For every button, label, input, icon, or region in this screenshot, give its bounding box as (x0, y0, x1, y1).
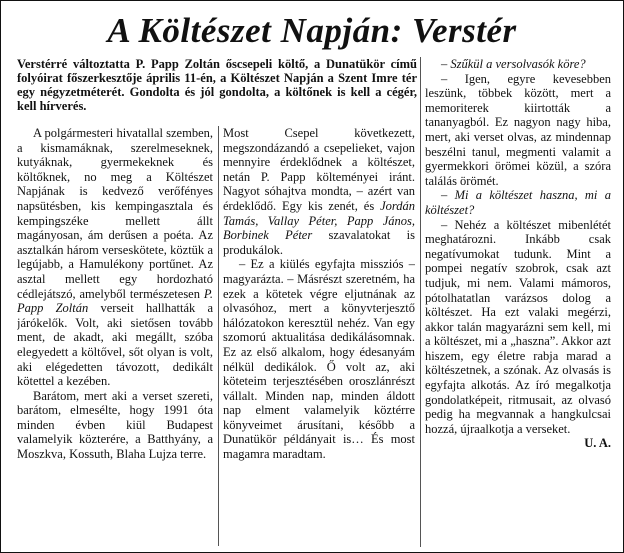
interview-answer: – Nehéz a költészet mibenlétét meghatározni. Inkább csak negatívumokat tudunk. Mint a pompei negatív szobrok, csak azt tudjuk, mi nem. Valami mámoros, pótolhatatlan varázsos dolog a költészet. Ha ezt valaki megérzi, akkor talán magyarázni sem kell, mi a költészet, mi a „haszna”. Akkor azt hiszem, egy életre rabja marad a költészetnek, a szónak. Az olvasás is egyfajta alkotás. Az író megalkotja gondolatképeit, ritmusait, az olvasó pedig ha megvannak a hangkulcsai hozzá, újraalkotja a verseket. (425, 217, 611, 436)
article-lead: Verstérré változtatta P. Papp Zoltán őscsepeli költő, a Dunatükör című folyóirat főszerkesztője április 11-én, a Költészet Napján a Szent Imre tér egy négyzetméterét. Gondolta és jól gondolta, a költőnek is kell a cégér, kell hírverés. (17, 57, 417, 113)
interview-answer: – Igen, egyre kevesebben leszünk, többek között, mert a memoriterek kiirtották a tananyagból. Ez nagyon nagy hiba, mert, aki verset olvas, az mindennap beszélni tanul, megmenti valamit a gyermekkori örömei közül, a szóra találás örömét. (425, 71, 611, 188)
text-span: szavalatokat is produkálok. (223, 228, 415, 257)
author-signature: U. A. (584, 436, 611, 451)
interview-question: – Szűkül a versolvasók köre? (441, 57, 586, 71)
text-span: Most Csepel következett, megszondázandó a csepelieket, vajon mennyire érdeklődnek a költészet, netán P. Papp költeményei iránt. Nagyot sóhajtva mondta, – azért van érdeklődő. Egy kis zenét, és (223, 126, 415, 213)
article-column-3 (425, 57, 611, 547)
interview-question: – Mi a költészet haszna, mi a költészet? (425, 188, 611, 217)
column-divider (218, 126, 219, 546)
paragraph: Barátom, mert aki a verset szereti, barátom, elmesélte, hogy 1991 óta minden évben kiül Budapest valamelyik közterére, a Batthyány, a Moszkva, Kossuth, Blaha Lujza terre. (17, 388, 213, 462)
text-span: verseit hallhatták a járókelők. Volt, aki sietősen tovább ment, de akadt, aki megállt, szóba elegyedett a költővel, sőt olyan is volt, aki elégedetten távozott, dedikált kötettel a kezében. (17, 301, 213, 389)
paragraph (223, 126, 415, 257)
column-divider (420, 57, 421, 547)
paragraph (17, 126, 213, 389)
article-column-1 (17, 126, 213, 546)
performer-names: Jordán Tamás, Vallay Péter, Papp János, Borbinek Péter (223, 198, 415, 243)
article-column-2 (223, 126, 415, 546)
paragraph: – Ez a kiülés egyfajta missziós – magyarázta. – Másrészt szeretném, ha ezek a kötetek végre eljutnának az olvasóhoz, mert a könyvterjesztő hálózatokon keresztül nehéz. Van egy szomorú aktualitása dedikálásomnak. Ez az első alkalom, hogy édesanyám nélkül dedikálok. Ő volt az, aki köteteim terjesztésében oroszlánrészt vállalt. Minden nap, minden áldott nap elment valamelyik köztérre könyveimet árusítani, később a Dunatükör példányait is… És most magamra maradtam. (223, 257, 415, 462)
text-span: A polgármesteri hivatallal szemben, a kismamáknak, szerelmeseknek, kutyáknak, gyermekeknek és költőknek, no meg a Költészet Napjának is kedvező verőfényes napsütésben, kis kempingasztala és kempingszéke mellett állt magányosan, ám derűsen a poéta. Az asztalkán három verseskötete, köztük a legújabb, a Hamulékony portűnet. Az asztal mellett egy hordozható cédlejátszó, amelyből természetesen (17, 126, 213, 301)
author-name: P. Papp Zoltán (17, 286, 213, 316)
article-headline: A Költészet Napján: Verstér (107, 11, 517, 50)
